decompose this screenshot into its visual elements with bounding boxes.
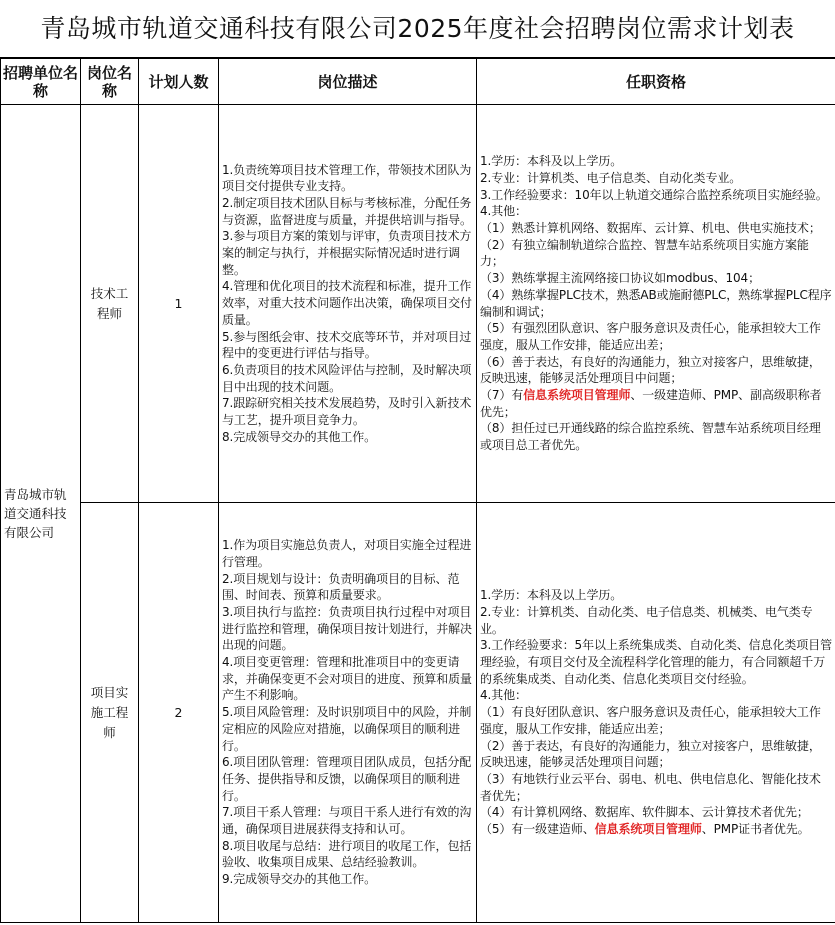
position-cell: 项目实施工程师 — [81, 503, 139, 923]
qualification-line: 4.其他： — [480, 688, 527, 703]
header-unit: 招聘单位名称 — [1, 59, 81, 105]
description-line: 8.项目收尾与总结：进行项目的收尾工作，包括验收、收集项目成果、总结经验教训。 — [222, 838, 472, 870]
qualification-line: （1）熟悉计算机网络、数据库、云计算、机电、供电实施技术； — [480, 220, 821, 235]
highlight-text: 信息系统项目管理师 — [523, 388, 631, 403]
qualification-line: 1.学历：本科及以上学历。 — [480, 154, 623, 169]
description-line: 9.完成领导交办的其他工作。 — [222, 872, 377, 887]
qualification-cell — [477, 105, 835, 503]
qualification-line: （8）担任过已开通线路的综合监控系统、智慧车站系统项目经理或项目总工者优先。 — [480, 421, 821, 453]
position-cell: 技术工程师 — [81, 105, 139, 503]
description-line: 5.项目风险管理：及时识别项目中的风险，并制定相应的风险应对措施，以确保项目的顺利进行。 — [222, 705, 472, 753]
highlight-text: 信息系统项目管理师 — [594, 822, 702, 837]
description-line: 4.项目变更管理：管理和批准项目中的变更请求，并确保变更不会对项目的进度、预算和质量产生不利影响。 — [222, 655, 472, 703]
recruitment-table — [0, 58, 835, 923]
table-row — [1, 105, 835, 503]
description-line: 3.参与项目方案的策划与评审，负责项目技术方案的制定与执行，并根据实际情况适时进行调整。 — [222, 229, 472, 277]
description-line: 1.负责统筹项目技术管理工作，带领技术团队为项目交付提供专业支持。 — [222, 162, 472, 194]
qualification-line: 3.工作经验要求：10年以上轨道交通综合监控系统项目实施经验。 — [480, 187, 828, 202]
qualification-line: 1.学历：本科及以上学历。 — [480, 588, 623, 603]
qualification-line: （4）有计算机网络、数据库、软件脚本、云计算技术者优先； — [480, 805, 809, 820]
unit-name-cell: 青岛城市轨道交通科技有限公司 — [1, 105, 81, 923]
qualification-line: （6）善于表达，有良好的沟通能力，独立对接客户，思维敏捷，反映迅速，能够灵活处理项目中问题； — [480, 354, 821, 386]
qualification-line-7 — [480, 387, 832, 420]
description-line: 6.项目团队管理：管理项目团队成员，包括分配任务、提供指导和反馈，以确保项目的顺利进行。 — [222, 755, 472, 803]
qualification-line: （1）有良好团队意识、客户服务意识及责任心，能承担较大工作强度，服从工作安排，能适应出差； — [480, 705, 821, 736]
qualification-line-5 — [480, 821, 832, 838]
page-title: 青岛城市轨道交通科技有限公司2025年度社会招聘岗位需求计划表 — [0, 0, 835, 58]
qualification-text: （5）有一级建造师、 — [480, 822, 595, 837]
description-line: 4.管理和优化项目的技术流程和标准，提升工作效率，对重大技术问题作出决策，确保项目交付质量。 — [222, 279, 472, 327]
qualification-cell — [477, 503, 835, 923]
qualification-line: （3）熟练掌握主流网络接口协议如modbus、104； — [480, 271, 760, 286]
description-line: 8.完成领导交办的其他工作。 — [222, 429, 377, 444]
header-position: 岗位名称 — [81, 59, 139, 105]
description-line: 7.跟踪研究相关技术发展趋势，及时引入新技术与工艺，提升项目竞争力。 — [222, 396, 472, 428]
qualification-line: 3.工作经验要求：5年以上系统集成类、自动化类、信息化类项目管理经验，有项目交付及全流程科学化管理的能力，有合同额超千万的系统集成类、自动化类、信息化类项目交付经验。 — [480, 638, 832, 686]
qualification-line: （3）有地铁行业云平台、弱电、机电、供电信息化、智能化技术者优先； — [480, 771, 821, 803]
table-row — [1, 503, 835, 923]
count-cell: 1 — [139, 105, 219, 503]
qualification-line: （4）熟练掌握PLC技术，熟悉AB或施耐德PLC，熟练掌握PLC程序编制和调试； — [480, 287, 832, 319]
description-cell — [219, 503, 477, 923]
description-line: 5.参与图纸会审、技术交底等环节，并对项目过程中的变更进行评估与指导。 — [222, 329, 472, 361]
count-cell: 2 — [139, 503, 219, 923]
qualification-text: 、一级建造师、PMP、副高级职称者优先； — [480, 388, 822, 419]
qualification-line: 4.其他： — [480, 204, 527, 219]
qualification-text: （7）有 — [480, 388, 524, 403]
description-line: 2.制定项目技术团队目标与考核标准，分配任务与资源，监督进度与质量，并提供培训与指导。 — [222, 195, 472, 227]
description-line: 1.作为项目实施总负责人，对项目实施全过程进行管理。 — [222, 538, 472, 569]
description-line: 2.项目规划与设计：负责明确项目的目标、范围、时间表、预算和质量要求。 — [222, 571, 460, 603]
description-line: 7.项目干系人管理：与项目干系人进行有效的沟通，确保项目进展获得支持和认可。 — [222, 805, 472, 837]
description-line: 3.项目执行与监控：负责项目执行过程中对项目进行监控和管理，确保项目按计划进行，并解决出现的问题。 — [222, 604, 472, 653]
description-cell — [219, 105, 477, 503]
header-qualification: 任职资格 — [477, 59, 835, 105]
description-line: 6.负责项目的技术风险评估与控制，及时解决项目中出现的技术问题。 — [222, 362, 472, 394]
qualification-line: （2）善于表达，有良好的沟通能力，独立对接客户，思维敏捷，反映迅速，能够灵活处理项目问题； — [480, 738, 821, 770]
header-row — [1, 59, 835, 105]
qualification-line: （5）有强烈团队意识、客户服务意识及责任心，能承担较大工作强度，服从工作安排，能适应出差； — [480, 321, 821, 352]
header-count: 计划人数 — [139, 59, 219, 105]
qualification-line: 2.专业：计算机类、电子信息类、自动化类专业。 — [480, 170, 742, 185]
qualification-line: （2）有独立编制轨道综合监控、智慧车站系统项目实施方案能力； — [480, 237, 809, 269]
qualification-text: 、PMP证书者优先。 — [701, 822, 810, 837]
qualification-line: 2.专业：计算机类、自动化类、电子信息类、机械类、电气类专业。 — [480, 604, 813, 636]
header-description: 岗位描述 — [219, 59, 477, 105]
